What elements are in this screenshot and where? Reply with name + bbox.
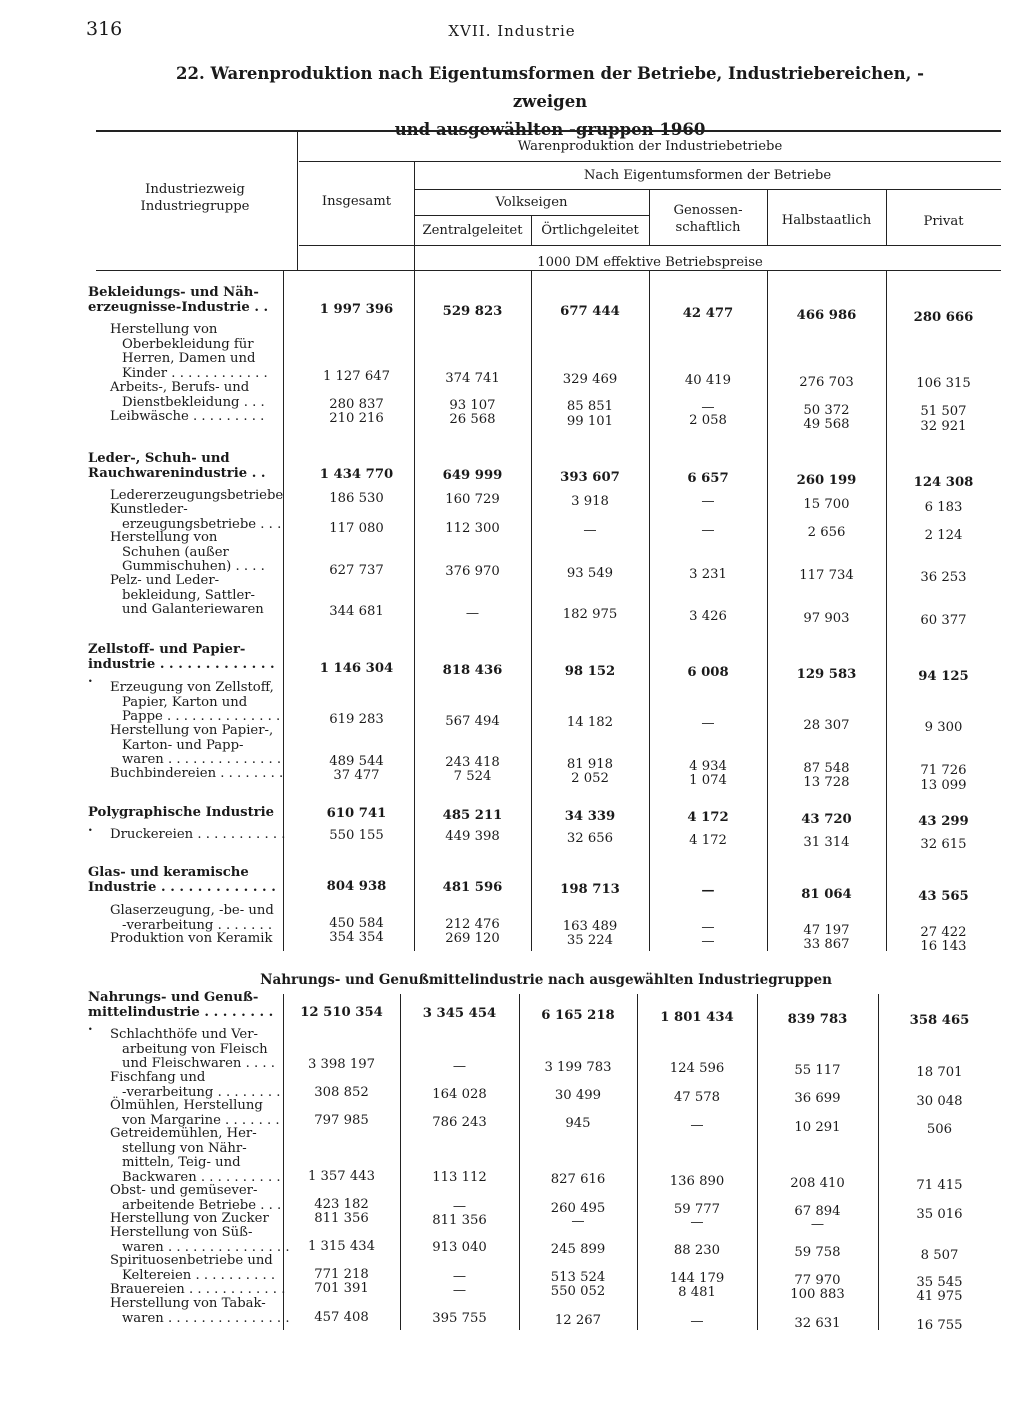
header-stub: Industriezweig Industriegruppe	[140, 182, 250, 214]
table-cell: 55 117	[794, 1063, 841, 1078]
label-line: Rauchwarenindustrie . .	[88, 465, 266, 481]
table-cell: —	[701, 883, 715, 898]
table-cell: 3 918	[571, 494, 609, 509]
label-line: waren . . . . . . . . . . . . . . .	[122, 1239, 290, 1255]
table-cell: 8 481	[678, 1285, 716, 1300]
table-cell: 243 418	[445, 755, 500, 770]
table-cell: 43 299	[918, 814, 969, 829]
table-cell: 30 499	[554, 1088, 602, 1103]
group-label	[88, 286, 280, 315]
running-head: XVII. Industrie	[448, 22, 576, 40]
table-cell: 77 970	[794, 1273, 841, 1288]
header-genossenschaftlich: Genossen- schaftlich	[673, 203, 743, 235]
table-cell: 160 729	[445, 492, 500, 507]
table-cell: 489 544	[329, 754, 384, 769]
label-line: Zellstoff- und Papier-	[88, 642, 246, 657]
subgroup-label	[96, 574, 294, 618]
header-rule-1	[299, 161, 1001, 162]
table-cell: 85 851	[566, 399, 614, 414]
header-zentralgeleitet: Zentralgeleitet	[422, 223, 523, 238]
table-cell: 163 489	[562, 919, 618, 934]
table-cell: —	[452, 1199, 467, 1214]
table-cell: 6 008	[687, 665, 729, 680]
table-cell: 4 172	[689, 833, 727, 848]
top-rule	[96, 130, 1001, 132]
table-cell: 40 419	[684, 373, 732, 388]
table-cell: 529 823	[442, 304, 503, 319]
label-line: Industrie . . . . . . . . . . . . .	[88, 879, 276, 895]
section-title-food: Nahrungs- und Genußmittelindustrie nach ausgewählten Industriegruppen	[260, 972, 832, 988]
table-cell: 59 777	[673, 1202, 721, 1217]
table-cell: —	[452, 1269, 467, 1284]
table-cell: 60 377	[920, 613, 967, 628]
table-cell: 100 883	[790, 1287, 845, 1302]
table-cell: 450 584	[329, 916, 384, 931]
table-cell: 34 339	[564, 809, 616, 824]
table-cell: 32 921	[920, 419, 967, 434]
header-unit: 1000 DM effektive Betriebspreise	[537, 255, 763, 270]
table-cell: —	[690, 1118, 704, 1133]
label-line: Oberbekleidung für	[122, 336, 254, 352]
header-volkseigen: Volkseigen	[495, 195, 568, 210]
table-cell: 260 199	[796, 473, 857, 488]
table-cell: —	[701, 934, 715, 949]
table-cell: 124 596	[669, 1061, 725, 1076]
table-cell: 16 143	[920, 939, 967, 954]
subgroup-label	[96, 904, 294, 933]
label-line: Herstellung von Papier-,	[110, 723, 274, 738]
label-line: Papier, Karton und	[122, 694, 248, 710]
table-cell: 354 354	[329, 930, 384, 945]
table-cell: 97 903	[803, 611, 850, 626]
table-cell: 14 182	[566, 715, 614, 730]
subgroup-label	[96, 1071, 294, 1100]
label-line: Herstellung von	[110, 322, 218, 337]
table-cell: 7 524	[453, 769, 492, 784]
subgroup-label	[96, 828, 294, 843]
table-cell: 32 615	[920, 837, 967, 852]
label-line: Brauereien . . . . . . . . . . . .	[110, 1282, 286, 1297]
label-line: Erzeugung von Zellstoff,	[110, 680, 274, 695]
table-cell: 827 616	[550, 1172, 606, 1187]
table-cell: 269 120	[445, 931, 500, 946]
group-label	[88, 452, 280, 481]
label-line: Leder-, Schuh- und	[88, 451, 230, 466]
subgroup-label	[96, 1127, 294, 1185]
label-line: waren . . . . . . . . . . . . . .	[122, 752, 282, 767]
table-cell: 129 583	[796, 667, 857, 682]
table-cell: 8 507	[920, 1248, 959, 1263]
table-cell: —	[810, 1217, 825, 1232]
subgroup-label	[96, 1099, 294, 1128]
table-cell: —	[690, 1314, 704, 1329]
label-line: Leibwäsche . . . . . . . . .	[110, 409, 265, 424]
label-line: Karton- und Papp-	[122, 737, 244, 753]
header-rule-2	[414, 189, 1001, 190]
table-cell: 811 356	[432, 1213, 487, 1228]
table-cell: 6 657	[687, 471, 729, 486]
table-cell: 98 152	[564, 664, 616, 679]
table-cell: 35 545	[916, 1275, 963, 1290]
table-cell: 485 211	[442, 808, 503, 823]
table-cell: 1 127 647	[322, 369, 391, 384]
table-cell: 28 307	[803, 718, 850, 733]
table-cell: 308 852	[314, 1085, 369, 1100]
table-cell: 18 701	[916, 1065, 963, 1080]
table-cell: 50 372	[803, 403, 850, 418]
table-cell: 506	[926, 1122, 953, 1137]
subgroup-label	[96, 531, 294, 575]
table-cell: 37 477	[333, 768, 380, 783]
table-cell: 6 183	[924, 500, 963, 515]
label-line: Herstellung von Zucker	[110, 1211, 269, 1226]
subgroup-label	[96, 1226, 294, 1255]
label-line: Herstellung von Tabak-	[110, 1296, 266, 1311]
table-cell: 3 398 197	[307, 1057, 376, 1072]
header-insgesamt: Insgesamt	[321, 194, 392, 209]
label-line: -verarbeitung . . . . . . . .	[122, 1084, 281, 1100]
table-cell: 329 469	[562, 372, 618, 387]
table-cell: 43 565	[918, 889, 969, 904]
label-line: Schuhen (außer	[122, 544, 229, 560]
label-line: Herren, Damen und	[122, 351, 256, 366]
table-cell: 182 975	[562, 607, 618, 622]
subgroup-label	[96, 1028, 294, 1072]
table-cell: 550 052	[550, 1284, 606, 1299]
table-cell: 677 444	[560, 304, 620, 319]
table-cell: 106 315	[916, 376, 971, 391]
table-cell: 144 179	[669, 1271, 725, 1286]
table-cell: 2 052	[571, 771, 609, 786]
table-cell: 260 495	[550, 1201, 606, 1216]
table-cell: 3 345 454	[422, 1006, 497, 1021]
table-cell: 280 837	[329, 397, 384, 412]
table-cell: 71 415	[916, 1178, 963, 1193]
table-cell: 1 434 770	[319, 467, 394, 482]
table-cell: 376 970	[445, 564, 500, 579]
table-cell: —	[583, 523, 597, 538]
header-eigentumsformen: Nach Eigentumsformen der Betriebe	[583, 168, 832, 183]
table-cell: 1 801 434	[660, 1010, 734, 1025]
table-cell: —	[701, 716, 715, 731]
subgroup-label	[96, 323, 294, 381]
table-cell: 1 997 396	[319, 302, 394, 317]
table-cell: 35 224	[566, 933, 614, 948]
table-cell: 393 607	[560, 470, 620, 485]
table-cell: 1 146 304	[319, 661, 394, 676]
table-cell: 71 726	[920, 763, 967, 778]
table-cell: 10 291	[794, 1120, 841, 1135]
table-cell: 4 934	[689, 759, 727, 774]
subgroup-label	[96, 681, 294, 725]
table-cell: 550 155	[329, 828, 384, 843]
label-line: Bekleidungs- und Näh-	[88, 285, 259, 300]
label-line: stellung von Nähr-	[122, 1140, 247, 1156]
label-line: Druckereien . . . . . . . . . . .	[110, 827, 286, 842]
table-cell: 186 530	[329, 491, 384, 506]
label-line: Ledererzeugungsbetriebe	[110, 488, 284, 503]
table-cell: 449 398	[445, 829, 500, 844]
label-line: erzeugnisse-Industrie . .	[88, 299, 269, 315]
table-cell: —	[452, 1283, 467, 1298]
table-cell: 2 058	[689, 413, 727, 428]
table-cell: 4 172	[687, 810, 729, 825]
table-cell: 112 300	[445, 521, 500, 536]
label-line: -verarbeitung . . . . . . .	[122, 917, 273, 933]
table-cell: 67 894	[794, 1204, 841, 1219]
table-cell: 32 631	[794, 1316, 841, 1331]
table-cell: 9 300	[924, 720, 963, 735]
table-cell: 276 703	[799, 375, 854, 390]
label-line: bekleidung, Sattler-	[122, 587, 256, 603]
label-line: Glas- und keramische	[88, 865, 249, 880]
table-cell: —	[465, 606, 480, 621]
table-cell: 818 436	[442, 663, 503, 678]
label-line: Spirituosenbetriebe und	[110, 1253, 273, 1268]
table-cell: 93 549	[566, 566, 614, 581]
table-cell: 344 681	[329, 604, 384, 619]
table-cell: 481 596	[442, 880, 503, 895]
table-cell: 457 408	[314, 1310, 369, 1325]
label-line: mittelindustrie . . . . . . . . .	[88, 1004, 274, 1034]
label-line: arbeitung von Fleisch	[122, 1041, 268, 1057]
label-line: arbeitende Betriebe . . .	[122, 1197, 282, 1213]
subgroup-label	[96, 724, 294, 768]
table-cell: 117 080	[329, 521, 384, 536]
table-cell: 786 243	[432, 1115, 487, 1130]
table-cell: 36 253	[920, 570, 967, 585]
table-cell: 12 510 354	[300, 1005, 383, 1020]
table-cell: 913 040	[432, 1240, 487, 1255]
table-cell: 3 426	[689, 609, 727, 624]
table-cell: —	[701, 523, 715, 538]
label-line: Pappe . . . . . . . . . . . . . .	[122, 709, 281, 724]
table-cell: 43 720	[801, 812, 852, 827]
subgroup-label	[96, 381, 294, 410]
table-cell: 13 099	[920, 778, 967, 793]
table-cell: 701 391	[314, 1281, 369, 1296]
label-line: Polygraphische Industrie .	[88, 805, 275, 835]
table-cell: 567 494	[445, 714, 500, 729]
label-line: Produktion von Keramik	[110, 931, 273, 946]
table-cell: 245 899	[550, 1242, 606, 1257]
table-cell: 36 699	[794, 1091, 841, 1106]
table-cell: —	[701, 494, 715, 509]
header-privat: Privat	[923, 214, 964, 229]
table-cell: 26 568	[449, 412, 496, 427]
subgroup-label	[96, 767, 294, 782]
table-cell: 619 283	[329, 712, 384, 727]
label-line: Herstellung von	[110, 530, 218, 545]
table-cell: 31 314	[803, 835, 850, 850]
table-cell: 280 666	[913, 310, 974, 325]
table-cell: 41 975	[916, 1289, 963, 1304]
group-label	[88, 866, 280, 895]
col-rule-stub	[297, 131, 298, 271]
header-halbstaatlich: Halbstaatlich	[781, 213, 872, 228]
table-cell: 164 028	[432, 1087, 487, 1102]
table-cell: 113 112	[432, 1170, 487, 1185]
table-cell: 35 016	[916, 1207, 963, 1222]
label-line: Herstellung von Süß-	[110, 1225, 253, 1240]
label-line: Obst- und gemüsever-	[110, 1183, 258, 1198]
table-cell: 87 548	[803, 761, 850, 776]
table-cell: 358 465	[909, 1013, 970, 1028]
label-line: Pelz- und Leder-	[110, 573, 220, 588]
table-cell: 32 656	[566, 831, 614, 846]
subgroup-label	[96, 503, 294, 532]
subgroup-label	[96, 932, 294, 947]
label-line: Getreidemühlen, Her-	[110, 1126, 257, 1141]
table-cell: 610 741	[326, 806, 387, 821]
subgroup-label	[96, 1297, 294, 1326]
table-cell: 81 064	[801, 887, 852, 902]
table-cell: 804 938	[326, 879, 387, 894]
table-cell: 93 107	[449, 398, 496, 413]
table-cell: 27 422	[920, 925, 967, 940]
table-cell: 513 524	[550, 1270, 606, 1285]
label-line: Dienstbekleidung . . .	[122, 394, 265, 410]
table-cell: —	[690, 1215, 704, 1230]
table-cell: 12 267	[554, 1313, 602, 1328]
table-cell: 6 165 218	[541, 1008, 615, 1023]
table-cell: 16 755	[916, 1318, 963, 1333]
label-line: Glaserzeugung, -be- und	[110, 903, 274, 918]
label-line: Kinder . . . . . . . . . . . .	[122, 365, 268, 381]
label-line: Backwaren . . . . . . . . . .	[122, 1169, 281, 1185]
table-cell: 945	[565, 1116, 591, 1131]
table-cell: 42 477	[682, 306, 734, 321]
table-cell: 212 476	[445, 917, 500, 932]
table-cell: 423 182	[314, 1197, 369, 1212]
table-cell: 771 218	[314, 1267, 369, 1282]
table-cell: 94 125	[918, 669, 969, 684]
subgroup-label	[96, 1254, 294, 1283]
table-cell: 839 783	[787, 1012, 848, 1027]
table-cell: 1 357 443	[307, 1169, 376, 1184]
table-cell: 2 124	[924, 528, 963, 543]
label-line: Ölmühlen, Herstellung	[110, 1098, 263, 1113]
table-cell: 210 216	[329, 411, 384, 426]
table-cell: 3 231	[689, 567, 727, 582]
table-cell: 3 199 783	[544, 1060, 612, 1075]
label-line: Kunstleder-	[110, 502, 188, 517]
label-line: mitteln, Teig- und	[122, 1155, 241, 1170]
table-cell: 15 700	[803, 497, 850, 512]
table-cell: —	[571, 1214, 585, 1229]
label-line: waren . . . . . . . . . . . . . . .	[122, 1310, 290, 1326]
table-title-line1: 22. Warenproduktion nach Eigentumsformen der Betriebe, Industriebereichen, -zweigen	[176, 64, 924, 111]
label-line: und Fleischwaren . . . .	[122, 1056, 275, 1071]
page-number: 316	[86, 18, 123, 40]
subgroup-label	[96, 1184, 294, 1213]
table-cell: 208 410	[790, 1176, 845, 1191]
label-line: industrie . . . . . . . . . . . . . .	[88, 656, 275, 686]
header-oertlichgeleitet: Örtlichgeleitet	[541, 223, 639, 238]
table-cell: 81 918	[566, 757, 614, 772]
table-cell: 374 741	[445, 371, 500, 386]
table-cell: —	[452, 1059, 467, 1074]
table-cell: 395 755	[432, 1311, 487, 1326]
table-cell: 198 713	[560, 882, 620, 897]
label-line: Schlachthöfe und Ver-	[110, 1027, 258, 1042]
table-cell: 47 197	[803, 923, 850, 938]
subgroup-label	[96, 410, 294, 425]
table-cell: 136 890	[669, 1174, 725, 1189]
label-line: und Galanteriewaren	[122, 602, 264, 617]
table-cell: 124 308	[913, 475, 974, 490]
table-cell: 466 986	[796, 308, 857, 323]
table-cell: 88 230	[673, 1243, 721, 1258]
table-cell: 797 985	[314, 1113, 369, 1128]
label-line: erzeugungsbetriebe . . .	[122, 516, 282, 532]
table-cell: 30 048	[916, 1094, 963, 1109]
table-cell: 33 867	[803, 937, 850, 952]
header-warenproduktion: Warenproduktion der Industriebetriebe	[517, 139, 783, 154]
table-cell: —	[701, 920, 715, 935]
label-line: Arbeits-, Berufs- und	[110, 380, 250, 395]
label-line: Buchbindereien . . . . . . . .	[110, 766, 284, 781]
table-cell: 2 656	[807, 525, 846, 540]
label-line: Gummischuhen) . . . .	[122, 559, 265, 574]
label-line: Fischfang und	[110, 1070, 206, 1085]
table-cell: 59 758	[794, 1245, 841, 1260]
table-cell: 649 999	[442, 468, 503, 483]
table-cell: 117 734	[799, 568, 854, 583]
table-cell: 811 356	[314, 1211, 369, 1226]
table-cell: 99 101	[566, 414, 614, 429]
table-cell: —	[701, 400, 715, 415]
table-cell: 627 737	[329, 563, 384, 578]
table-cell: 49 568	[803, 417, 850, 432]
header-rule-4	[299, 245, 1001, 246]
label-line: von Margarine . . . . . . .	[122, 1112, 280, 1128]
table-cell: 1 074	[689, 773, 727, 788]
table-cell: 13 728	[803, 775, 850, 790]
table-cell: 47 578	[673, 1090, 721, 1105]
label-line: Keltereien . . . . . . . . . .	[122, 1267, 276, 1283]
label-line: Nahrungs- und Genuß-	[88, 990, 259, 1005]
table-cell: 1 315 434	[307, 1239, 376, 1254]
table-cell: 51 507	[920, 404, 967, 419]
